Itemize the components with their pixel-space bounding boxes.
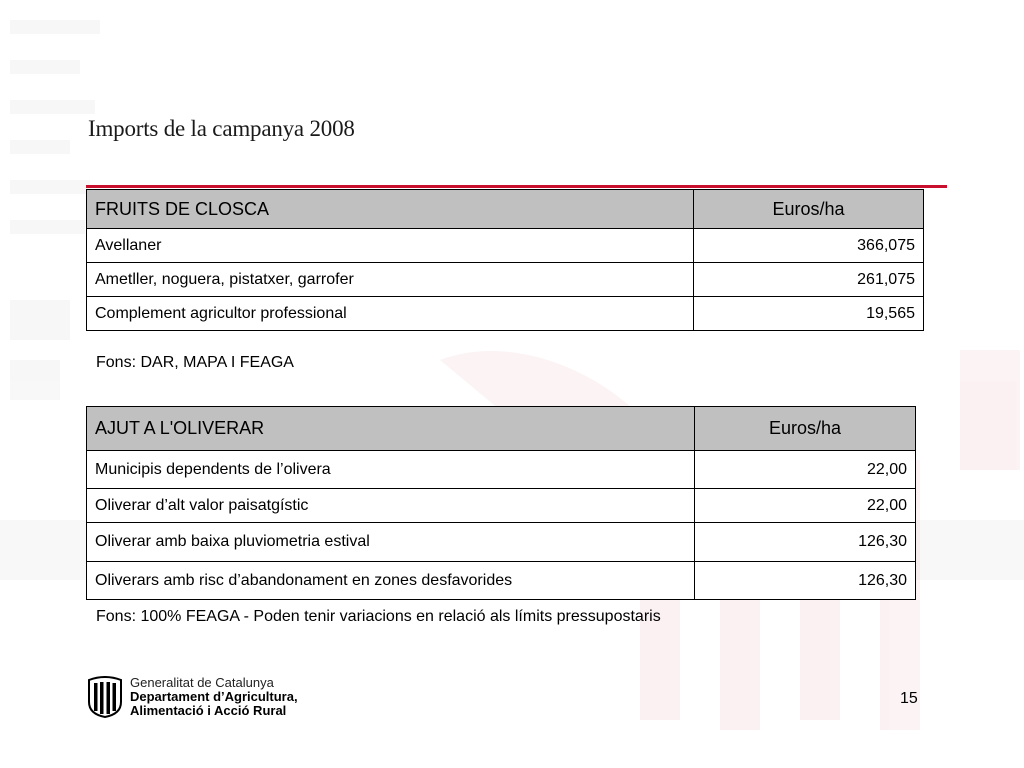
header-unit: Euros/ha bbox=[695, 407, 916, 451]
row-value: 366,075 bbox=[694, 229, 924, 263]
fruits-de-closca-table bbox=[86, 189, 924, 331]
row-label: Oliverars amb risc d’abandonament en zones desfavorides bbox=[87, 562, 695, 600]
row-value: 22,00 bbox=[695, 451, 916, 489]
header-unit: Euros/ha bbox=[694, 190, 924, 229]
table-row bbox=[87, 297, 924, 331]
row-value: 126,30 bbox=[695, 562, 916, 600]
row-label: Ametller, noguera, pistatxer, garrofer bbox=[87, 263, 694, 297]
department-name-line2: Alimentació i Acció Rural bbox=[130, 703, 287, 718]
table-row bbox=[87, 229, 924, 263]
page-number: 15 bbox=[900, 690, 918, 707]
slide-title: Imports de la campanya 2008 bbox=[88, 116, 355, 141]
table2-source-note: Fons: 100% FEAGA - Poden tenir variacions en relació als límits pressupostaris bbox=[96, 608, 661, 625]
table-row bbox=[87, 451, 916, 489]
row-value: 126,30 bbox=[695, 523, 916, 562]
row-value: 22,00 bbox=[695, 489, 916, 523]
row-value: 261,075 bbox=[694, 263, 924, 297]
org-name: Generalitat de Catalunya bbox=[130, 675, 274, 690]
generalitat-logo bbox=[86, 676, 298, 718]
header-label: AJUT A L'OLIVERAR bbox=[87, 407, 695, 451]
row-label: Avellaner bbox=[87, 229, 694, 263]
generalitat-emblem-icon bbox=[86, 676, 124, 718]
table-row bbox=[87, 263, 924, 297]
row-label: Complement agricultor professional bbox=[87, 297, 694, 331]
row-label: Oliverar d’alt valor paisatgístic bbox=[87, 489, 695, 523]
title-divider bbox=[86, 185, 947, 188]
row-label: Oliverar amb baixa pluviometria estival bbox=[87, 523, 695, 562]
ajut-oliverar-table bbox=[86, 406, 916, 600]
department-name-line1: Departament d’Agricultura, bbox=[130, 689, 298, 704]
table-header-row bbox=[87, 407, 916, 451]
table-row bbox=[87, 562, 916, 600]
row-value: 19,565 bbox=[694, 297, 924, 331]
header-label: FRUITS DE CLOSCA bbox=[87, 190, 694, 229]
table-row bbox=[87, 489, 916, 523]
table1-source-note: Fons: DAR, MAPA I FEAGA bbox=[96, 354, 294, 371]
table-header-row bbox=[87, 190, 924, 229]
table-row bbox=[87, 523, 916, 562]
row-label: Municipis dependents de l’olivera bbox=[87, 451, 695, 489]
